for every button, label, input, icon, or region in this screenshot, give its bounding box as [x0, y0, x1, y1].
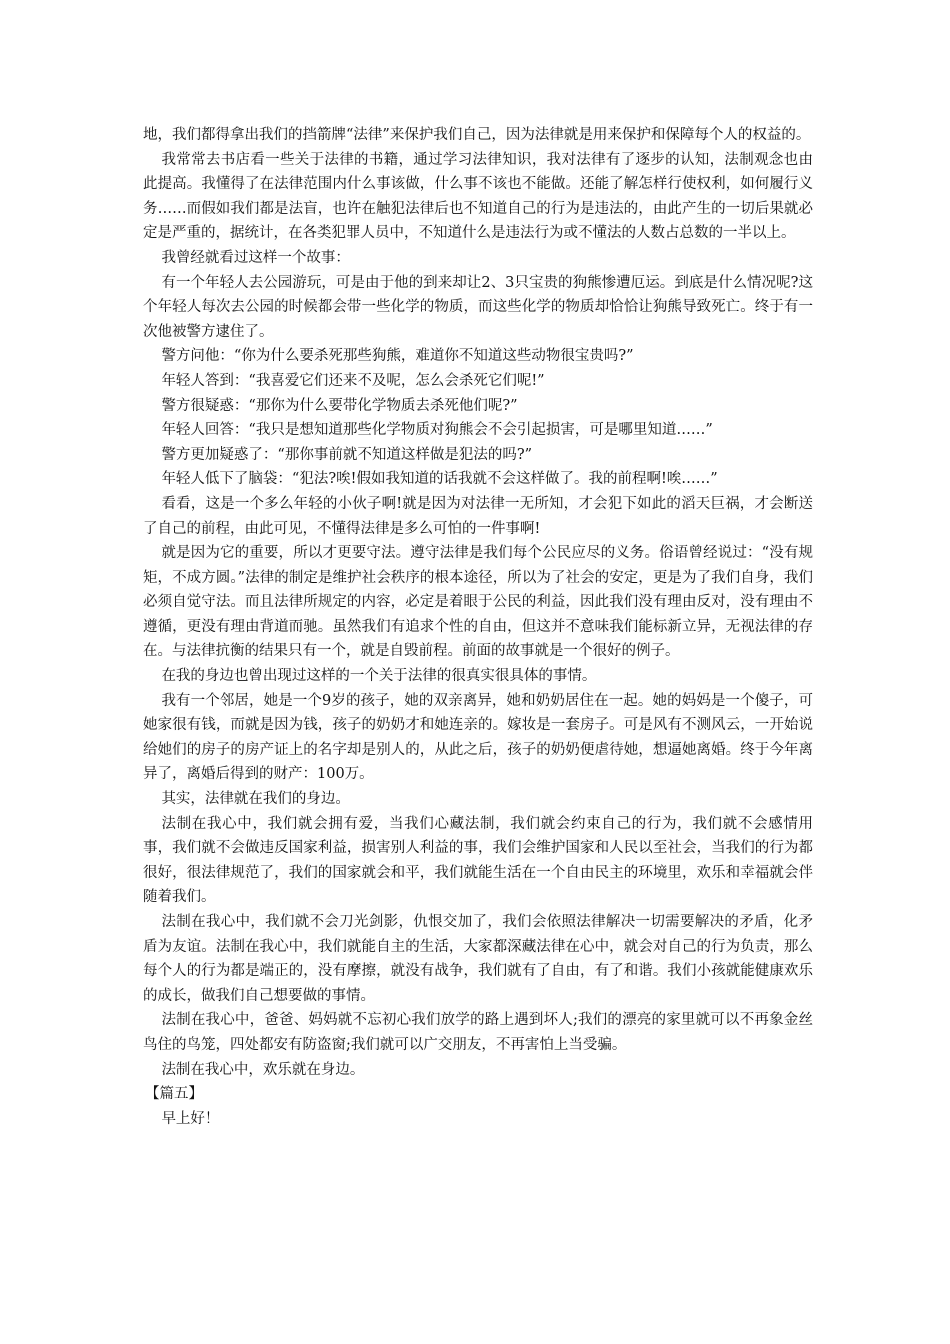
dialogue-young-man-regret: 年轻人低下了脑袋：“犯法?唉!假如我知道的话我就不会这样做了。我的前程啊!唉……” — [161, 471, 718, 488]
paragraph-law-nearby: 其实，法律就在我们的身边。 — [161, 791, 350, 808]
paragraph-real-event-intro: 在我的身边也曾出现过这样的一个关于法律的很真实很具体的事情。 — [161, 668, 597, 685]
dialogue-police-question: 警方问他：“你为什么要杀死那些狗熊，难道你不知道这些动物很宝贵吗?” — [161, 348, 634, 365]
paragraph-law-in-heart-harmony: 法制在我心中，我们就不会刀光剑影，仇恨交加了，我们会依照法律解决一切需要解决的矛盾，化矛盾为友谊。法制在我心中，我们就能自主的生活，大家都深藏法律在心中，就会对自己的行为负责，那么每个人的行为都是端正的，没有摩擦，就没有战争，我们就有了自由，有了和谐。我们小孩就能健康欢乐的成长，做我们自己想要做的事情。 — [143, 914, 813, 1004]
paragraph-greeting: 早上好！ — [161, 1110, 220, 1127]
paragraph-story-intro: 我曾经就看过这样一个故事： — [161, 249, 350, 266]
paragraph-law-in-heart-safety: 法制在我心中，爸爸、妈妈就不忘初心我们放学的路上遇到坏人;我们的漂亮的家里就可以不再象金丝鸟住的鸟笼，四处都安有防盗窗;我们就可以广交朋友，不再害怕上当受骗。 — [143, 1012, 813, 1053]
dialogue-police-doubt: 警方很疑惑：“那你为什么要带化学物质去杀死他们呢?” — [161, 397, 518, 414]
section-heading-part-five: 【篇五】 — [145, 1086, 203, 1103]
document-body — [143, 123, 813, 1131]
dialogue-police-more-doubt: 警方更加疑惑了：“那你事前就不知道这样做是犯法的吗?” — [161, 446, 533, 463]
paragraph-law-books: 我常常去书店看一些关于法律的书籍，通过学习法律知识，我对法律有了逐步的认知，法制观念也由此提高。我懂得了在法律范围内什么事该做，什么事不该也不能做。还能了解怎样行使权利，如何履行义务……而假如我们都是法盲，也许在触犯法律后也不知道自己的行为是违法的，由此产生的一切后果就必定是严重的，据统计，在各类犯罪人员中，不知道什么是违法行为或不懂法的人数占总数的一半以上。 — [143, 151, 813, 242]
paragraph-law-in-heart-love: 法制在我心中，我们就会拥有爱，当我们心藏法制，我们就会约束自己的行为，我们就不会感情用事，我们就不会做违反国家利益，损害别人利益的事，我们会维护国家和人民以至社会，当我们的行为都很好，很法律规范了，我们的国家就会和平，我们就能生活在一个自由民主的环境里，欢乐和幸福就会伴随着我们。 — [143, 815, 813, 906]
dialogue-young-man-reply: 年轻人回答：“我只是想知道那些化学物质对狗熊会不会引起损害，可是哪里知道……” — [161, 422, 713, 439]
paragraph-continued-intro: 地，我们都得拿出我们的挡箭牌“法律”来保护我们自己，因为法律就是用来保护和保障每个人的权益的。 — [143, 127, 811, 143]
paragraph-neighbor-story: 我有一个邻居，她是一个9岁的孩子，她的双亲离异，她和奶奶居住在一起。她的妈妈是一个傻子，可她家很有钱，而就是因为钱，孩子的奶奶才和她连亲的。嫁妆是一套房子。可是风有不测风云，一开始说给她们的房子的房产证上的名字却是别人的，从此之后，孩子的奶奶便虐待她，想逼她离婚。终于今年离异了，离婚后得到的财产：100万。 — [143, 692, 813, 783]
paragraph-story-bears: 有一个年轻人去公园游玩，可是由于他的到来却让2、3只宝贵的狗熊惨遭厄运。到底是什么情况呢?这个年轻人每次去公园的时候都会带一些化学的物质，而这些化学的物质却恰恰让狗熊导致死亡。终于有一次他被警方逮住了。 — [143, 274, 813, 340]
paragraph-obey-law: 就是因为它的重要，所以才更要守法。遵守法律是我们每个公民应尽的义务。俗语曾经说过：“没有规矩，不成方圆。”法律的制定是维护社会秩序的根本途径，所以为了社会的安定，更是为了我们自身，我们必须自觉守法。而且法律所规定的内容，必定是着眼于公民的利益，因此我们没有理由反对，没有理由不遵循，更没有理由背道而驰。虽然我们有追求个性的自由，但这并不意味我们能标新立异，无视法律的存在。与法律抗衡的结果只有一个，就是自毁前程。前面的故事就是一个很好的例子。 — [143, 545, 813, 660]
paragraph-law-in-heart-joy: 法制在我心中，欢乐就在身边。 — [161, 1061, 365, 1078]
dialogue-young-man-answer: 年轻人答到：“我喜爱它们还来不及呢，怎么会杀死它们呢!” — [161, 372, 545, 389]
paragraph-story-lesson: 看看，这是一个多么年轻的小伙子啊!就是因为对法律一无所知，才会犯下如此的滔天巨祸，才会断送了自己的前程，由此可见，不懂得法律是多么可怕的一件事啊! — [143, 495, 813, 537]
